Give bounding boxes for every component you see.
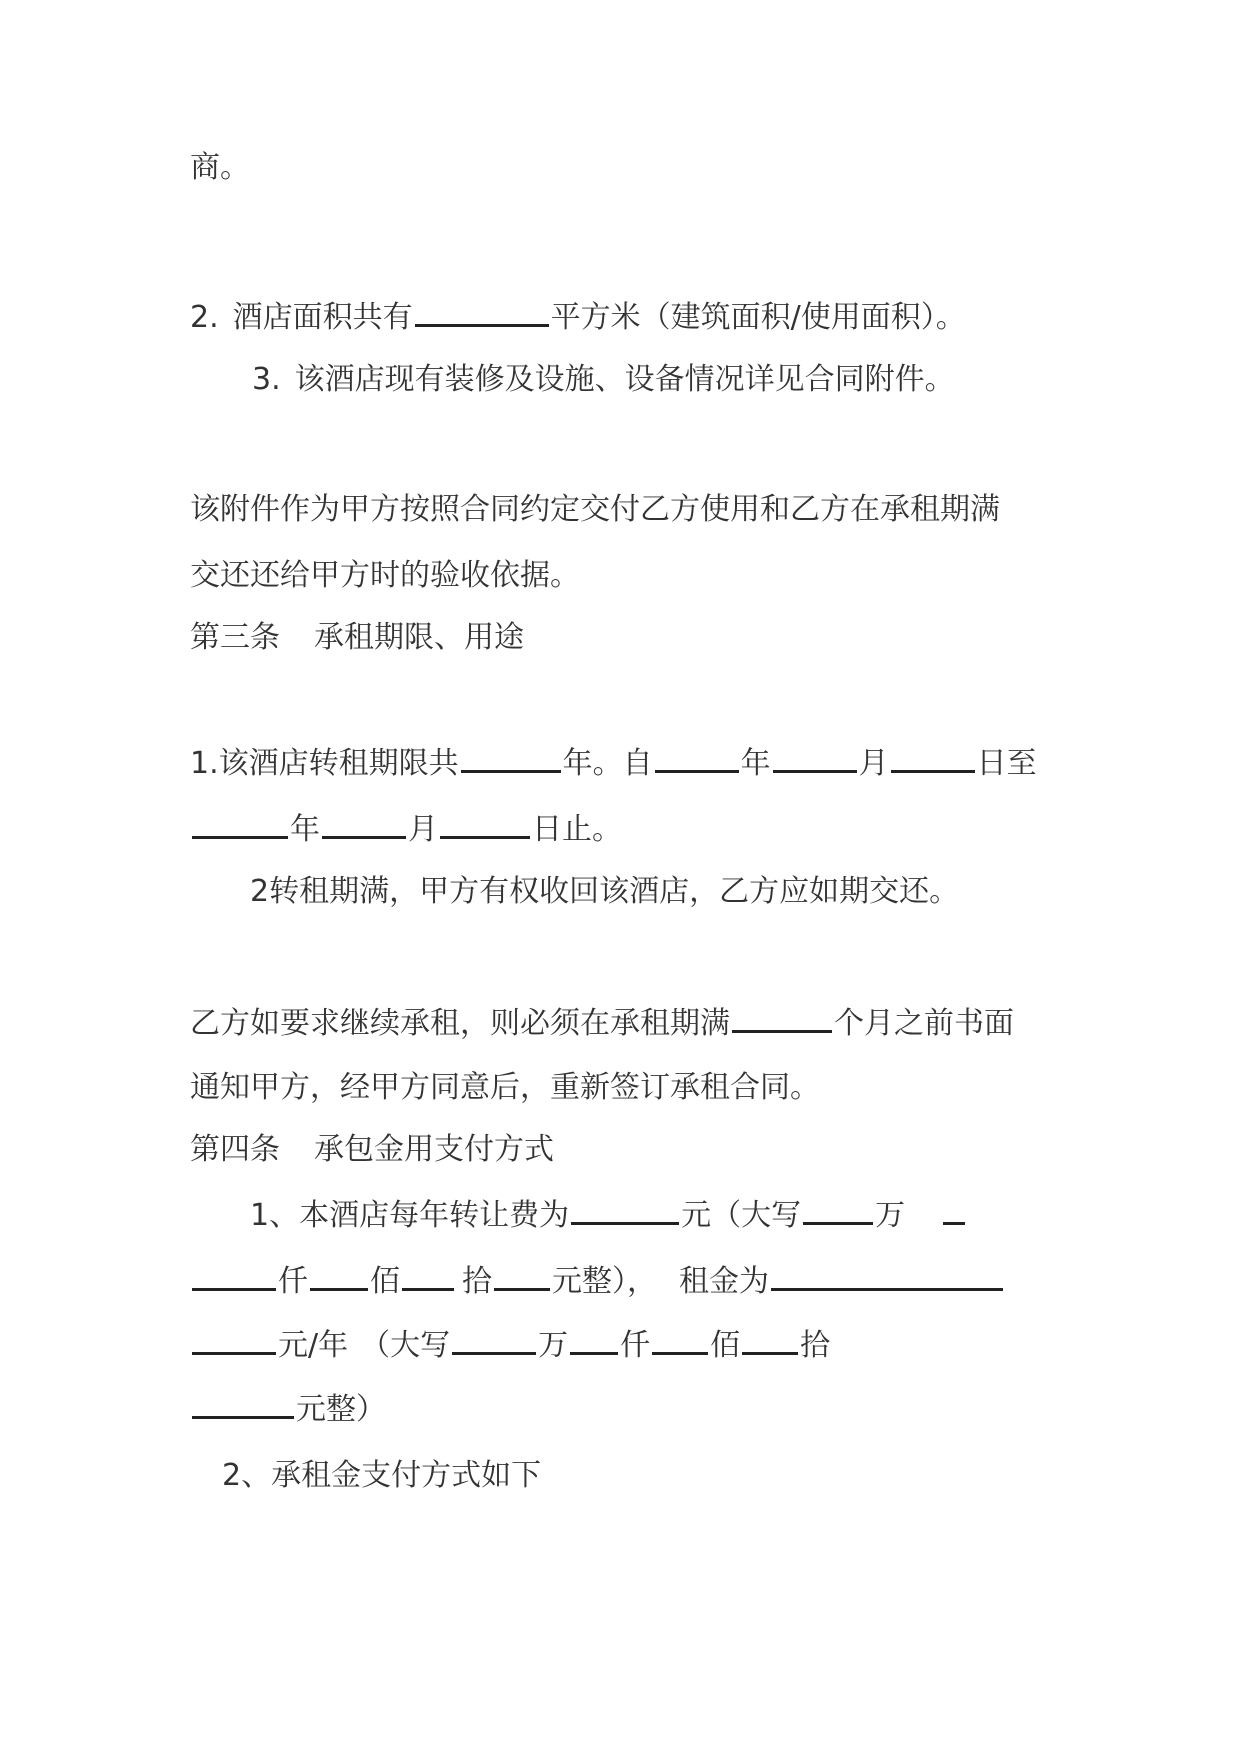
text: 年 (740, 746, 771, 781)
fill-blank[interactable] (943, 1196, 965, 1225)
fill-blank[interactable] (571, 1196, 679, 1225)
text: 元整）， (552, 1264, 657, 1299)
text: 拾 (462, 1264, 492, 1299)
term-line (190, 810, 622, 850)
article-label: 第三条 (190, 620, 280, 655)
fill-blank[interactable] (310, 1262, 368, 1291)
text: 日止。 (532, 812, 622, 847)
fill-blank[interactable] (732, 1004, 832, 1033)
article-title: 承包金用支付方式 (314, 1132, 554, 1167)
text-line: 商。 (190, 150, 250, 185)
article-label: 第四条 (190, 1132, 280, 1167)
text: 1、本酒店每年转让费为 (250, 1198, 570, 1233)
text: 年。自 (562, 746, 653, 781)
text: 元整） (296, 1392, 386, 1427)
fill-blank[interactable] (415, 298, 549, 327)
fill-blank[interactable] (440, 810, 530, 839)
fee-line (190, 1262, 1005, 1302)
text: 酒店面积共有 (232, 300, 413, 335)
text: 月 (408, 812, 438, 847)
article-heading (190, 1130, 554, 1170)
text: 租金为 (679, 1264, 769, 1299)
text-line: 2、承租金支付方式如下 (222, 1458, 542, 1493)
text: 元/年 (278, 1328, 349, 1363)
fill-blank[interactable] (192, 1262, 276, 1291)
fill-blank[interactable] (402, 1262, 454, 1291)
fill-blank[interactable] (803, 1196, 873, 1225)
text: 仟 (620, 1328, 651, 1363)
fill-blank[interactable] (891, 744, 975, 773)
fill-blank[interactable] (655, 744, 739, 773)
renewal-line (190, 1004, 1014, 1044)
fee-line (190, 1390, 386, 1430)
fee-line (190, 1326, 830, 1366)
fee-line (250, 1196, 967, 1236)
clause-number: 2. (190, 300, 219, 335)
text: 日至 (976, 746, 1037, 781)
text-line: 通知甲方，经甲方同意后，重新签订承租合同。 (190, 1070, 820, 1105)
text: 万 (538, 1328, 569, 1363)
text: 拾 (800, 1328, 831, 1363)
article-heading (190, 618, 524, 658)
text: 个月之前书面 (834, 1006, 1014, 1041)
text: 仟 (278, 1264, 308, 1299)
text: 年 (290, 812, 320, 847)
fill-blank[interactable] (742, 1326, 798, 1355)
fill-blank[interactable] (570, 1326, 618, 1355)
text-line: 交还还给甲方时的验收依据。 (190, 558, 580, 593)
text: 乙方如要求继续承租，则必须在承租期满 (190, 1006, 730, 1041)
text: （大写 (360, 1328, 451, 1363)
clause-number: 3. (252, 362, 281, 397)
text: 佰 (710, 1328, 741, 1363)
clause-appendix (252, 360, 955, 400)
fill-blank[interactable] (494, 1262, 550, 1291)
text: 元（大写 (681, 1198, 802, 1233)
article-title: 承租期限、用途 (314, 620, 524, 655)
term-line (190, 744, 1037, 784)
clause-area (190, 298, 966, 338)
text: 平方米（建筑面积/使用面积）。 (550, 300, 966, 335)
fill-blank[interactable] (461, 744, 561, 773)
fill-blank[interactable] (192, 1326, 276, 1355)
fill-blank[interactable] (452, 1326, 536, 1355)
text-line: 该附件作为甲方按照合同约定交付乙方使用和乙方在承租期满 (190, 492, 1000, 527)
fill-blank[interactable] (322, 810, 406, 839)
text-line: 2转租期满，甲方有权收回该酒店，乙方应如期交还。 (250, 874, 960, 909)
text: 佰 (370, 1264, 400, 1299)
text: 万 (875, 1198, 906, 1233)
text: 该酒店现有装修及设施、设备情况详见合同附件。 (294, 362, 955, 397)
text: 月 (858, 746, 889, 781)
fill-blank[interactable] (192, 810, 288, 839)
fill-blank[interactable] (773, 744, 857, 773)
text: 1.该酒店转租期限共 (190, 746, 459, 781)
fill-blank[interactable] (192, 1390, 294, 1419)
fill-blank[interactable] (652, 1326, 708, 1355)
fill-blank[interactable] (771, 1262, 1003, 1291)
